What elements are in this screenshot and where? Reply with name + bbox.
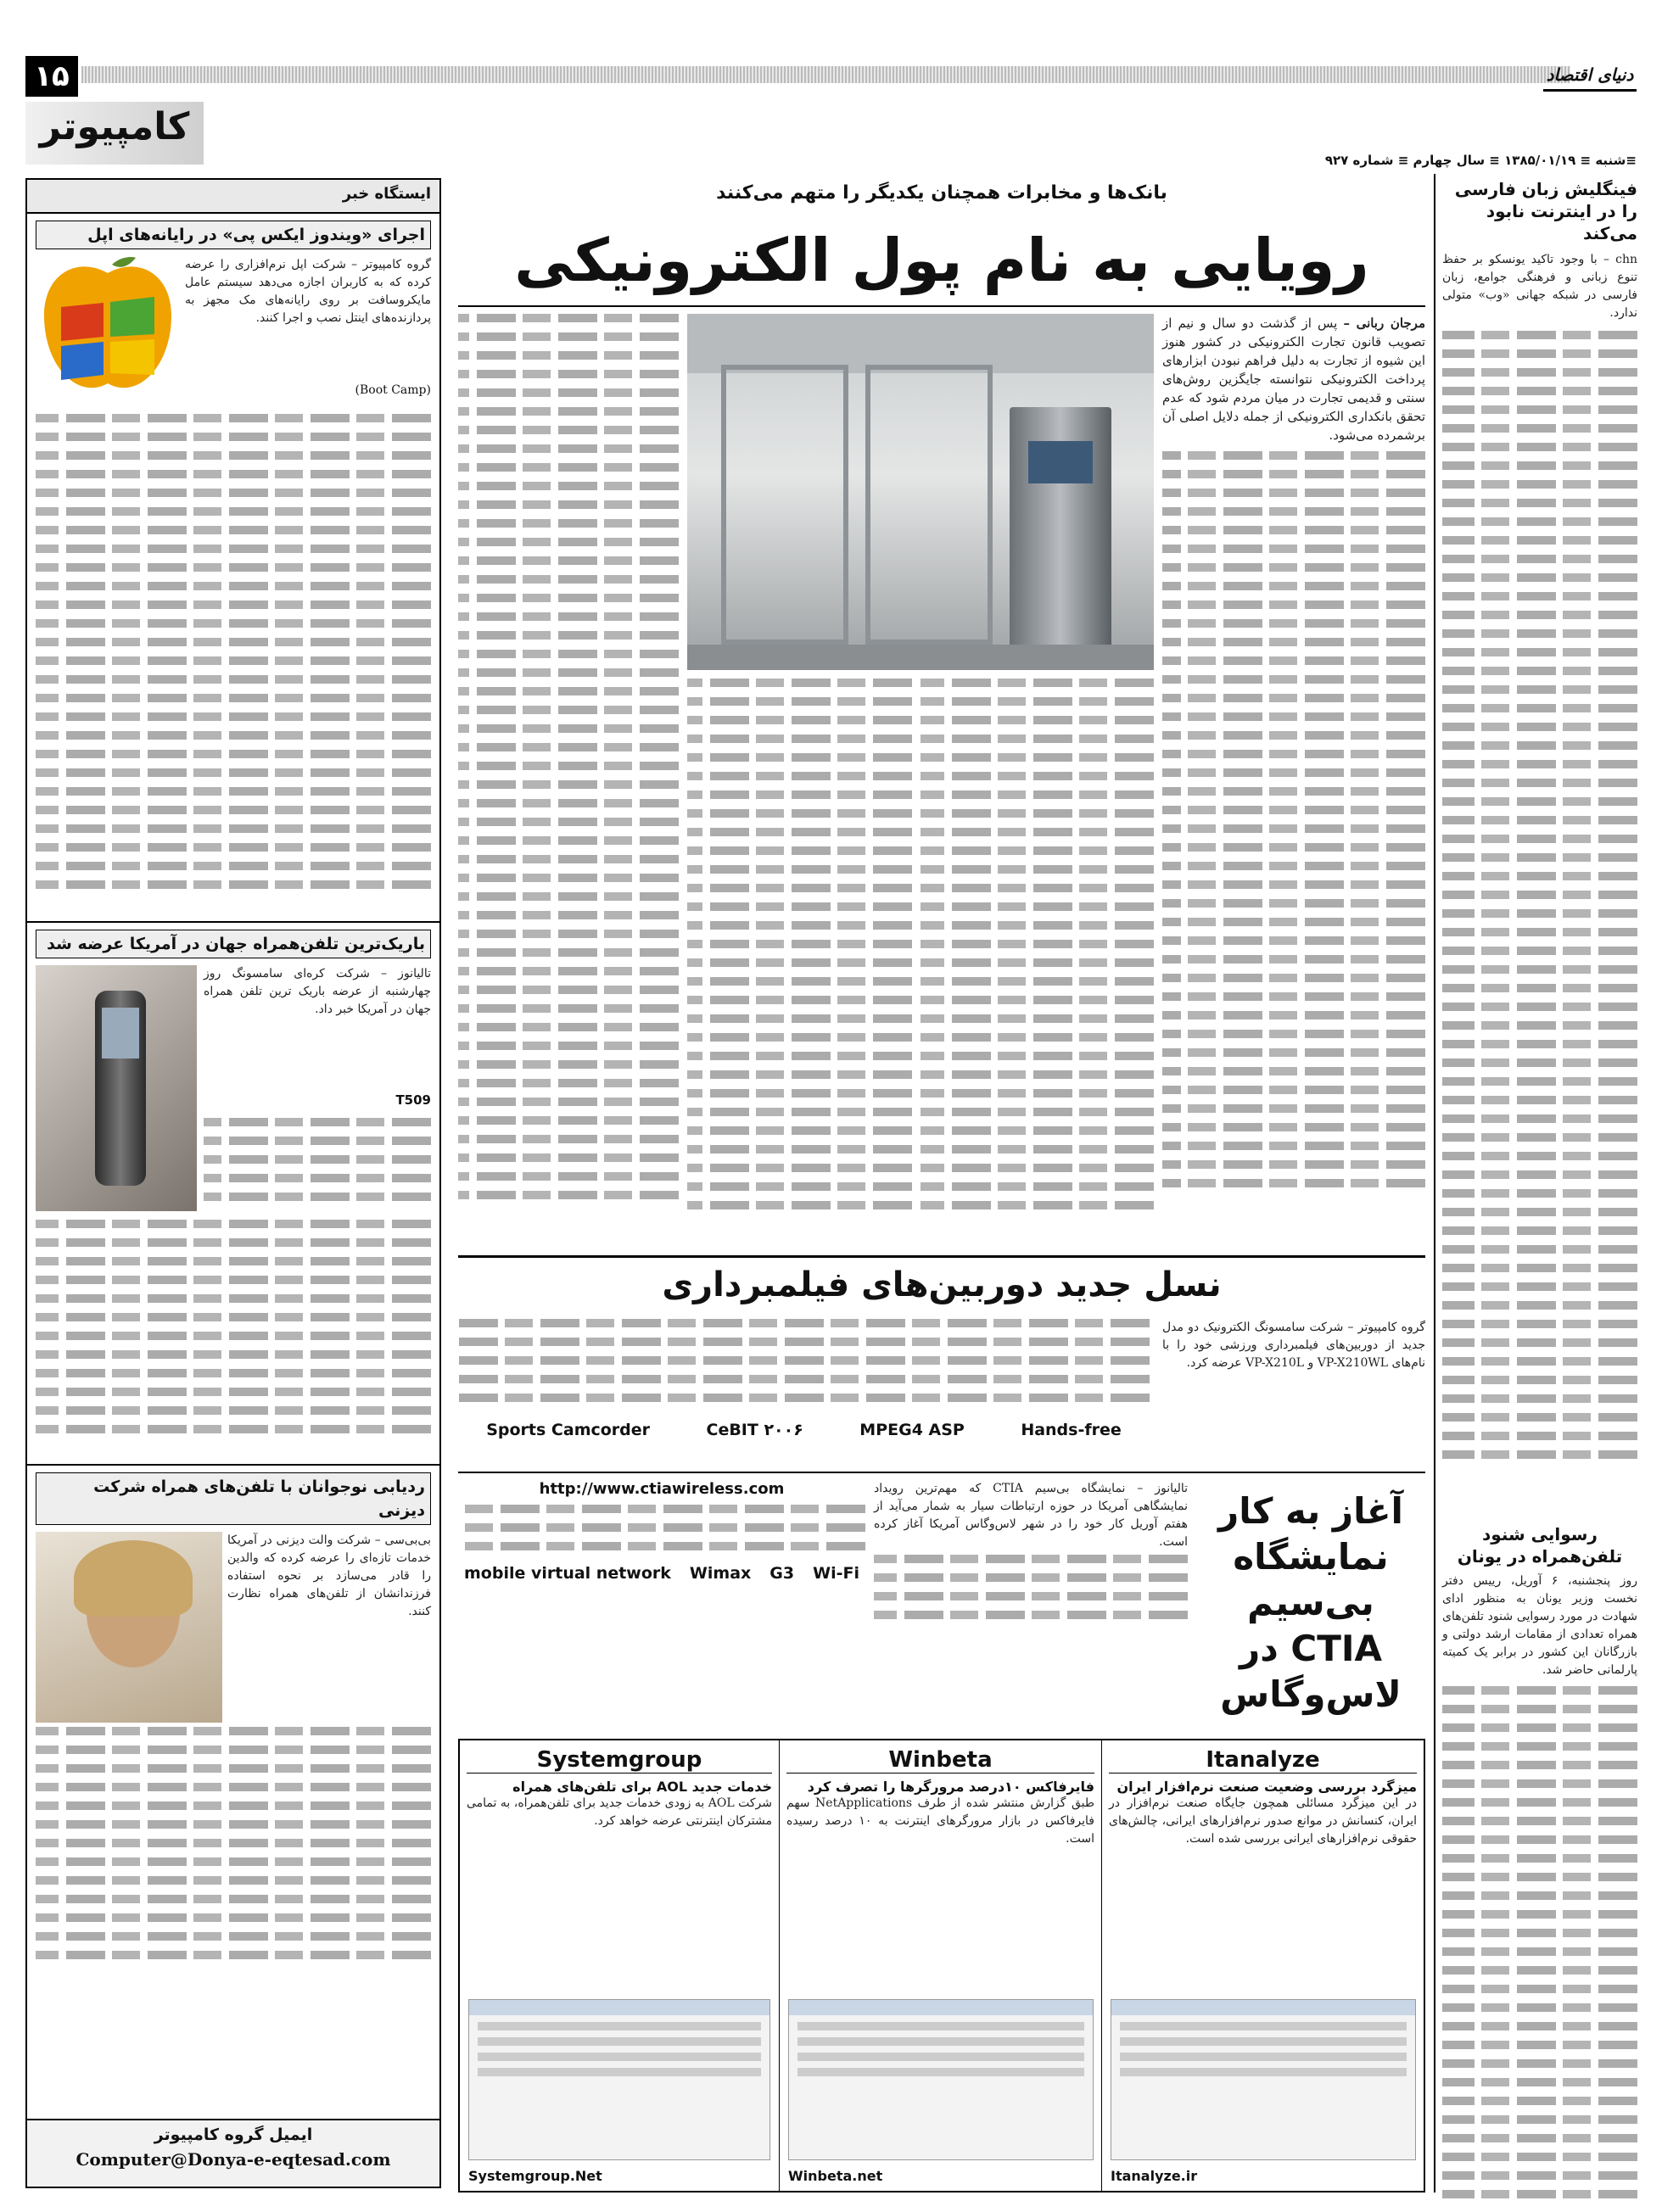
site-1-name: Itanalyze: [1109, 1747, 1417, 1774]
ctia-tag-1: mobile virtual network: [464, 1564, 671, 1583]
camcorder-tag-1: Sports Camcorder: [486, 1421, 651, 1439]
site-3-caption: Systemgroup.Net: [468, 2168, 602, 2184]
sidebar-right: [1442, 178, 1637, 2197]
left-column-header: ایستگاه خبر: [27, 180, 439, 214]
bootcamp-label: (Boot Camp): [355, 383, 431, 397]
left-story2-title: باریک‌ترین تلفن‌همراه جهان در آمریکا عرضه شد: [36, 930, 431, 958]
sidebar-story2-lead: روز پنجشنبه، ۶ آوریل، رییس دفتر نخست وزیر یونان به منظور ادای شهادت در مورد رسوایی شنود تلفن‌های همراه تعدادی از مقامات ارشد دولتی و بازرگانان این کشور در برابر یک کمیته پارلمانی حاضر شد.: [1442, 1574, 1638, 1677]
ctia-tag-2: Wimax: [689, 1564, 752, 1583]
ctia-url[interactable]: http://www.ctiawireless.com: [539, 1480, 785, 1498]
main-col-3: [687, 679, 912, 1247]
site-1-title: میزگرد بررسی وضعیت صنعت نرم‌افزار ایران: [1116, 1779, 1417, 1795]
windows-apple-logo: [36, 256, 180, 405]
camcorder-tag-3: MPEG4 ASP: [859, 1421, 965, 1439]
main-kicker: بانک‌ها و مخابرات همچنان یکدیگر را متهم می‌کنند: [716, 182, 1167, 204]
dateline: ≡شنبه ≡ ۱۳۸۵/۰۱/۱۹ ≡ سال چهارم ≡ شماره ۹۲۷: [1324, 153, 1637, 168]
left-story1-lead: گروه کامپیوتر – شرکت اپل نرم‌افزاری را عرضه کرده که به کاربران اجازه می‌دهد سیستم عامل مایکروسافت بر روی رایانه‌های مک مجهز به پردازنده‌های اینتل نصب و اجرا کنند.: [185, 258, 431, 325]
sidebar-story2-title: رسوایی شنود تلفن‌همراه در یونان: [1457, 1524, 1623, 1567]
site-2-caption: Winbeta.net: [788, 2168, 883, 2184]
site-3-title: خدمات جدید AOL برای تلفن‌های همراه: [512, 1779, 772, 1795]
main-lead-col: [1162, 314, 1425, 1247]
slim-phone-photo: [36, 965, 197, 1211]
left-story2-lead: تالیانوز – شرکت کره‌ای سامسونگ روز چهارشنبه از عرضه باریک ترین تلفن همراه جهان در آمریکا خبر داد.: [204, 967, 431, 1016]
email-link[interactable]: Computer@Donya-e-eqtesad.com: [76, 2149, 391, 2170]
ctia-tag-3: G3: [769, 1564, 795, 1583]
logo: دنیای اقتصاد: [1543, 58, 1637, 92]
site-2-lead: طبق گزارش منتشر شده از طرف NetApplications سهم فایرفاکس در بازار مرورگرهای اینترنت به ۱۰ درصد رسیده است.: [786, 1796, 1095, 1846]
left-story3-title: رد‌یابی نوجوانان با تلفن‌های همراه شرکت دیزنی: [36, 1472, 431, 1525]
left-story1-title: اجرای «ویندوز ایکس پی» در رایانه‌های اپل: [36, 221, 431, 249]
section-title: کامپیوتر: [39, 105, 190, 148]
page-number: ۱۵: [25, 56, 78, 97]
email-box: [27, 2119, 439, 2187]
site-1-lead: در این میزگرد مسائلی همچون جایگاه صنعت نرم‌افزار در ایران، کنسانش در موانع صدور نرم‌افزارهای ایرانی، چالش‌های حقوقی نرم‌افزارهای ایرانی بررسی شده است.: [1109, 1796, 1417, 1846]
teen-phone-photo: [36, 1532, 222, 1723]
site-itanalyze: [1101, 1740, 1424, 2191]
site-3-name: Systemgroup: [467, 1747, 772, 1774]
camcorder-lead: [1162, 1319, 1425, 1372]
sidebar-story1-title: فینگلیش زبان فارسی را در اینترنت نابود می‌کند: [1454, 179, 1637, 243]
camcorder-headline: نسل جدید دوربین‌های فیلمبرداری: [662, 1265, 1222, 1304]
site-3-screenshot: [468, 1999, 770, 2160]
ctia-lead-text: تالیانوز – نمایشگاه بی‌سیم CTIA که مهم‌ترین رویداد نمایشگاهی آمریکا در حوزه ارتباطات سیار به شمار می‌آید از هفتم آوریل کار خود را در شهر لاس‌وگاس آمریکا آغاز کرده است.: [874, 1482, 1189, 1549]
ctia-title: آغاز به کار نمایشگاه بی‌سیم CTIA در لاس‌وگاس: [1218, 1490, 1403, 1715]
left-column: [25, 178, 441, 2188]
site-systemgroup: [460, 1740, 779, 2191]
email-label: ایمیل گروه کامپیوتر: [154, 2125, 313, 2144]
camcorder-tag-4: Hands-free: [1021, 1421, 1122, 1439]
camcorder-lead-text: گروه کامپیوتر – شرکت سامسونگ الکترونیک دو مدل جدید از دوربین‌های فیلمبرداری ورزشی خود را با نام‌های VP-X210WL و VP-X210L عرضه کرد.: [1162, 1321, 1425, 1370]
main-byline: مرجان ربانی –: [1343, 316, 1425, 331]
phone-model: T509: [395, 1092, 431, 1108]
main-col-2: [921, 679, 1154, 1247]
site-1-screenshot: [1111, 1999, 1416, 2160]
atm-photo: [687, 314, 1154, 670]
site-3-lead: شرکت AOL به زودی خدمات جدید برای تلفن‌همراه، به تمامی مشترکان اینترنتی عرضه خواهد کرد.: [467, 1796, 772, 1828]
site-1-caption: Itanalyze.ir: [1111, 2168, 1198, 2184]
left-story3-lead: بی‌بی‌سی – شرکت والت دیزنی در آمریکا خدمات تازه‌ای را عرضه کرده که والدین را قادر می‌سازد بر نحوه استفاده فرزندانشان از تلفن‌های همراه نظارت کنند.: [227, 1533, 431, 1618]
header-band: [81, 66, 1570, 83]
sites-box: [458, 1739, 1425, 2192]
main-lead: پس از گذشت دو سال و نیم از تصویب قانون تجارت الکترونیکی در کشور هنوز این شیوه از تجارت به دلیل فراهم نبودن ابزارهای پرداخت الکترونیکی نتوانسته جایگزین روش‌های سنتی و قدیمی تجارت در میان مردم شود که عدم تحقق بانکداری الکترونیکی از جمله دلایل اصلی آن برشمرده می‌شود.: [1162, 316, 1425, 443]
camcorder-tag-2: CeBIT ۲۰۰۶: [706, 1421, 803, 1439]
site-winbeta: [779, 1740, 1101, 2191]
main-headline: رویایی به نام پول الکترونیکی: [514, 226, 1369, 295]
ctia-tag-4: Wi-Fi: [813, 1564, 859, 1583]
ctia-lead: [874, 1480, 1188, 1623]
sidebar-story1-lead: chn – با وجود تاکید یونسکو بر حفظ تنوع زبانی و فرهنگی جوامع، زبان فارسی در شبکه جهانی «وب» متولی ندارد.: [1442, 253, 1637, 320]
site-2-name: Winbeta: [786, 1747, 1094, 1774]
main-col-4: [458, 314, 679, 1247]
site-2-screenshot: [788, 1999, 1094, 2160]
site-2-title: فایرفاکس ۱۰درصد مرورگرها را تصرف کرد: [807, 1779, 1094, 1795]
